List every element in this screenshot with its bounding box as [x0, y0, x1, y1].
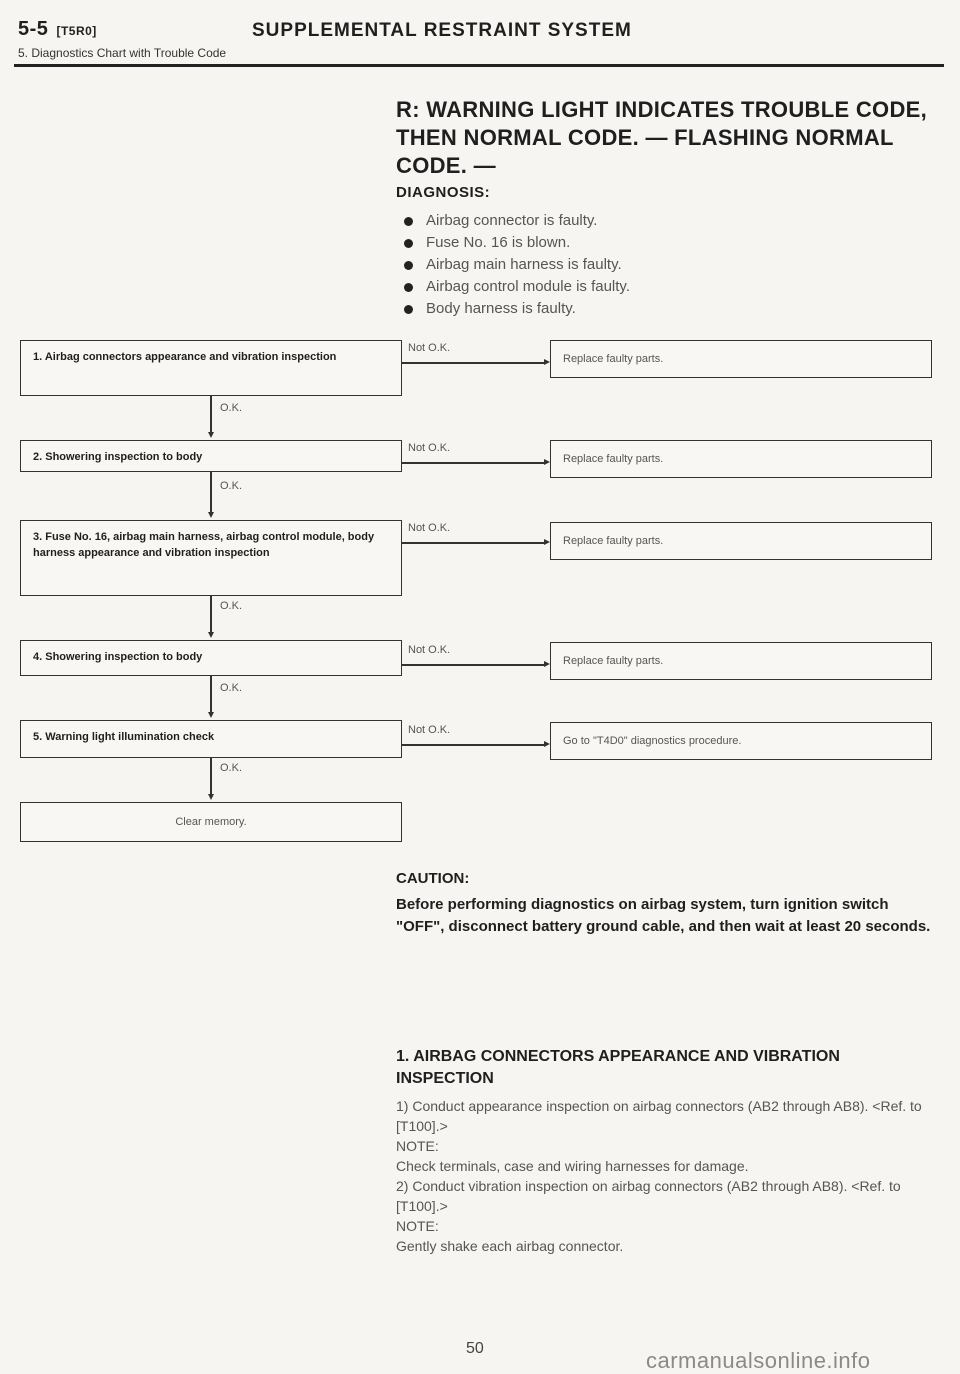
ok-label: O.K. — [220, 682, 243, 694]
connector-line — [402, 664, 544, 666]
flow-final-step: Clear memory. — [20, 802, 402, 842]
diagnosis-item: Airbag control module is faulty. — [402, 276, 630, 298]
connector-line — [402, 362, 544, 364]
connector-line — [402, 542, 544, 544]
flow-result-1: Replace faulty parts. — [550, 340, 932, 378]
connector-line — [210, 472, 212, 512]
ok-label: O.K. — [220, 480, 243, 492]
inspection-line: Gently shake each airbag connector. — [396, 1238, 624, 1254]
arrow-down-icon — [208, 512, 214, 518]
inspection-line: 1) Conduct appearance inspection on airbag connectors (AB2 through AB8). <Ref. to [T100].> — [396, 1098, 922, 1134]
diagnosis-list — [402, 210, 630, 320]
flow-result-5: Go to "T4D0" diagnostics procedure. — [550, 722, 932, 760]
arrow-down-icon — [208, 432, 214, 438]
connector-line — [210, 596, 212, 632]
section-number: 5-5 [T5R0] — [18, 18, 97, 40]
page-subtitle: 5. Diagnostics Chart with Trouble Code — [18, 46, 227, 60]
diagnosis-item: Body harness is faulty. — [402, 298, 630, 320]
arrow-down-icon — [208, 794, 214, 800]
connector-line — [210, 676, 212, 712]
flow-result-2: Replace faulty parts. — [550, 440, 932, 478]
not-ok-label: Not O.K. — [408, 644, 451, 656]
section-code: [T5R0] — [56, 24, 97, 38]
header-rule — [14, 64, 944, 67]
inspection-line: NOTE: — [396, 1218, 439, 1234]
caution-heading: CAUTION: — [396, 870, 470, 887]
arrow-down-icon — [208, 632, 214, 638]
not-ok-label: Not O.K. — [408, 342, 451, 354]
inspection-title: 1. AIRBAG CONNECTORS APPEARANCE AND VIBRATION INSPECTION — [396, 1048, 840, 1087]
page-title: SUPPLEMENTAL RESTRAINT SYSTEM — [252, 20, 632, 41]
diagnosis-item: Airbag main harness is faulty. — [402, 254, 630, 276]
connector-line — [402, 744, 544, 746]
ok-label: O.K. — [220, 762, 243, 774]
watermark: carmanualsonline.info — [646, 1348, 871, 1373]
flow-step-5: 5. Warning light illumination check — [20, 720, 402, 758]
flow-step-1: 1. Airbag connectors appearance and vibration inspection — [20, 340, 402, 396]
not-ok-label: Not O.K. — [408, 522, 451, 534]
not-ok-label: Not O.K. — [408, 442, 451, 454]
diagnosis-item: Airbag connector is faulty. — [402, 210, 630, 232]
arrow-down-icon — [208, 712, 214, 718]
connector-line — [210, 396, 212, 432]
diagnosis-item: Fuse No. 16 is blown. — [402, 232, 630, 254]
page-number: 50 — [466, 1340, 484, 1357]
inspection-line: 2) Conduct vibration inspection on airbag connectors (AB2 through AB8). <Ref. to [T100].> — [396, 1178, 901, 1214]
flow-step-4: 4. Showering inspection to body — [20, 640, 402, 676]
flow-step-2: 2. Showering inspection to body — [20, 440, 402, 472]
ok-label: O.K. — [220, 600, 243, 612]
ok-label: O.K. — [220, 402, 243, 414]
inspection-body — [396, 1096, 936, 1256]
flow-result-4: Replace faulty parts. — [550, 642, 932, 680]
connector-line — [210, 758, 212, 794]
connector-line — [402, 462, 544, 464]
inspection-line: Check terminals, case and wiring harnesses for damage. — [396, 1158, 749, 1174]
inspection-line: NOTE: — [396, 1138, 439, 1154]
flow-result-3: Replace faulty parts. — [550, 522, 932, 560]
section-title: R: WARNING LIGHT INDICATES TROUBLE CODE, THEN NORMAL CODE. — FLASHING NORMAL CODE. — — [396, 97, 928, 178]
not-ok-label: Not O.K. — [408, 724, 451, 736]
flow-step-3: 3. Fuse No. 16, airbag main harness, airbag control module, body harness appearance and vibration inspection — [20, 520, 402, 596]
caution-text: Before performing diagnostics on airbag system, turn ignition switch "OFF", disconnect battery ground cable, and then wait at least 20 seconds. — [396, 896, 931, 935]
diagnosis-heading: DIAGNOSIS: — [396, 184, 491, 201]
